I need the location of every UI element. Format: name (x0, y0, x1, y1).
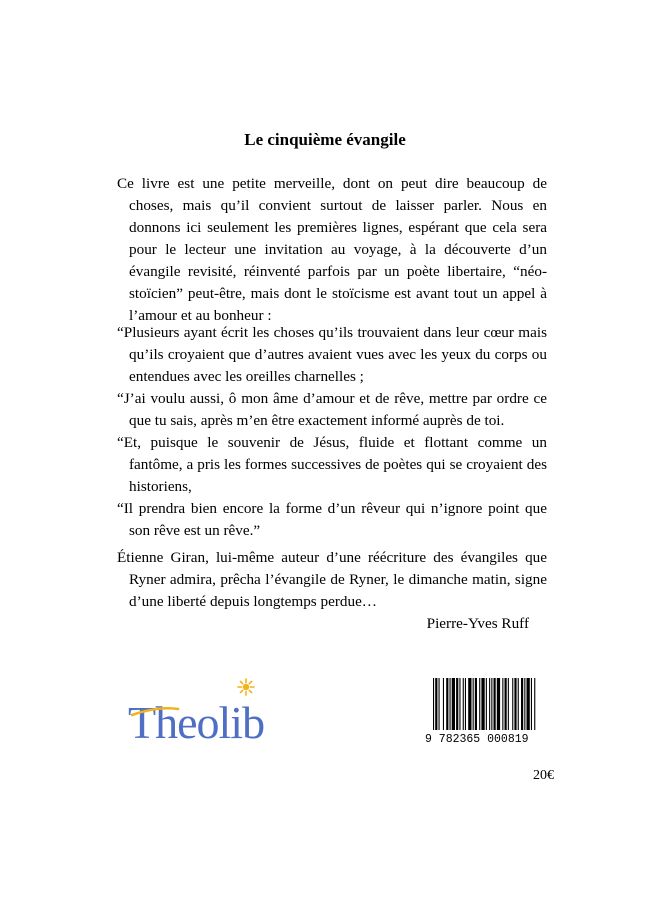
outro-paragraph (117, 547, 547, 635)
quotes-block (117, 322, 547, 542)
barcode-bar (514, 678, 516, 730)
barcode-bar (475, 678, 477, 730)
quote-4: “Il prendra bien encore la forme d’un rêveur qui n’ignore point que son rêve est un rêve.” (117, 500, 547, 539)
barcode-bar (459, 678, 460, 730)
isbn-barcode (423, 676, 553, 748)
barcode-bar (494, 678, 496, 730)
quote-3: “Et, puisque le souvenir de Jésus, fluide et flottant comme un fantôme, a pris les formes successives de poètes qui se croyaient des historiens, (117, 434, 547, 495)
barcode-bar (527, 678, 530, 730)
page-title: Le cinquième évangile (244, 130, 406, 149)
theolib-logo (128, 678, 288, 748)
barcode-bar (518, 678, 519, 730)
barcode-bar (450, 678, 451, 730)
barcode-bar (512, 678, 513, 730)
barcode-bar (508, 678, 509, 730)
barcode-bar (465, 678, 466, 730)
barcode-bar (481, 678, 484, 730)
intro-paragraph (117, 173, 547, 327)
barcode-bar (435, 678, 437, 730)
star-icon (238, 679, 254, 695)
barcode-bar (433, 678, 434, 730)
barcode-bar (468, 678, 471, 730)
outro-text: Étienne Giran, lui-même auteur d’une réécriture des évangiles que Ryner admira, prêcha l’évangile de Ryner, le dimanche matin, signe d’une liberté depuis longtemps perdue… (117, 549, 547, 610)
barcode-bar (456, 678, 458, 730)
isbn-number: 9 782365 000819 (425, 733, 529, 746)
barcode-bar (473, 678, 474, 730)
barcode-bar (534, 678, 535, 730)
barcode-bar (486, 678, 487, 730)
barcode-bar (443, 678, 444, 730)
barcode-bar (531, 678, 532, 730)
barcode-bar (502, 678, 503, 730)
price: 20€ (533, 768, 554, 783)
quote-2: “J’ai voulu aussi, ô mon âme d’amour et de rêve, mettre par ordre ce que tu sais, après m’en être exactement informé auprès de toi. (117, 390, 547, 429)
barcode-bar (446, 678, 448, 730)
quote-1: “Plusieurs ayant écrit les choses qu’ils trouvaient dans leur cœur mais qu’ils croyaient que d’autres avaient vues avec les yeux du corps ou entendues avec les oreilles charnelles ; (117, 324, 547, 385)
barcode-bar (524, 678, 525, 730)
barcode-bar (491, 678, 492, 730)
barcode-bar (439, 678, 440, 730)
barcode-bar (489, 678, 490, 730)
barcode-bar (497, 678, 500, 730)
barcode-bar (479, 678, 480, 730)
barcode-bar (521, 678, 523, 730)
barcode-bar (463, 678, 464, 730)
barcode-bar (505, 678, 507, 730)
intro-text: Ce livre est une petite merveille, dont on peut dire beaucoup de choses, mais qu’il convient surtout de laisser parler. Nous en donnons ici seulement les premières lignes, espérant que cela sera pour le lecteur une invitation au voyage, à la découverte d’un évangile revisité, réinventé parfois par un poète libertaire, “néo-stoïcien” peut-être, mais dont le stoïcisme est avant tout un appel à l’amour et au bonheur : (117, 175, 547, 324)
barcode-bar (452, 678, 455, 730)
logo-text: Theolib (128, 697, 265, 748)
signature: Pierre-Yves Ruff (426, 615, 529, 632)
